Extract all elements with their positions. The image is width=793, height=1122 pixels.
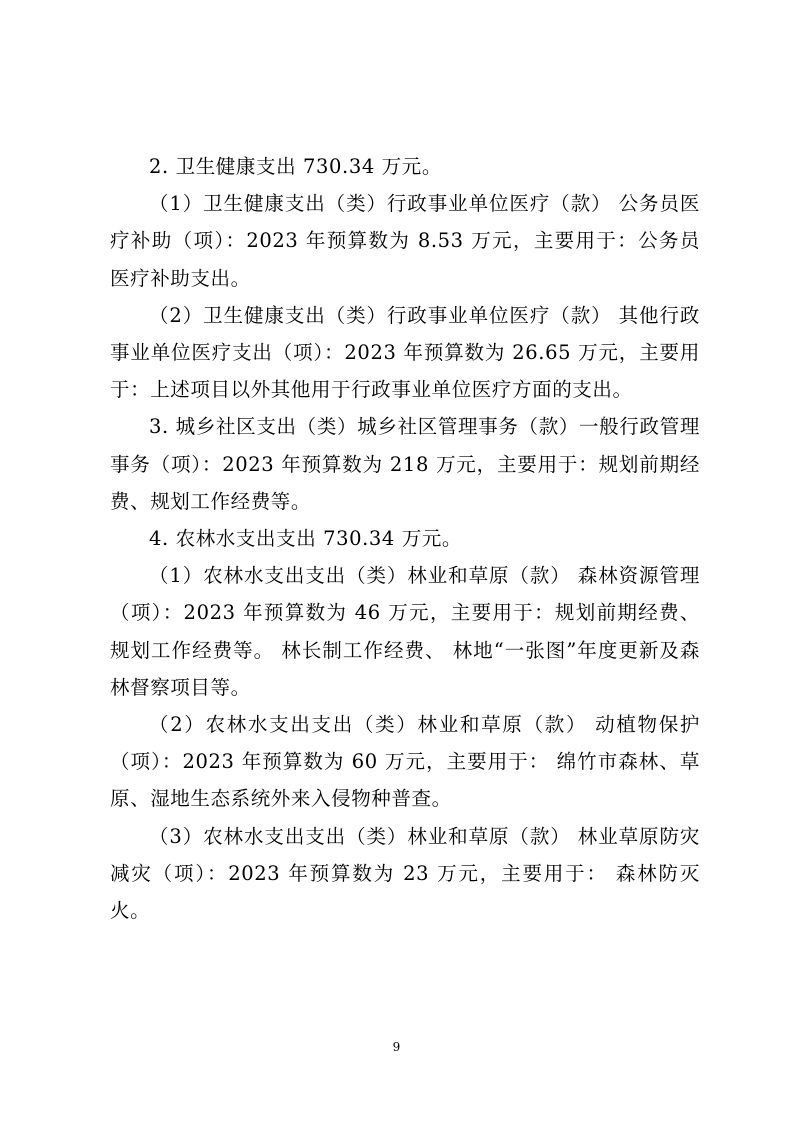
document-body <box>110 148 700 929</box>
page-number: 9 <box>392 1040 401 1054</box>
paragraph-agri-total: 4. 农林水支出支出 730.34 万元。 <box>149 527 463 551</box>
paragraph-forest-resources: （1）农林水支出支出（类）林业和草原（款） 森林资源管理（项）：2023 年预算数为 46 万元，主要用于：规划前期经费、规划工作经费等。 林长制工作经费、 林地“一张图”年度更新及森林督察项目等。 <box>110 564 700 699</box>
paragraph-health-total: 2. 卫生健康支出 730.34 万元。 <box>149 155 442 178</box>
paragraph-wildlife-protection: （2）农林水支出支出（类）林业和草原（款） 动植物保护（项）：2023 年预算数为 60 万元，主要用于： 绵竹市森林、草原、湿地生态系统外来入侵物种普查。 <box>110 713 700 811</box>
paragraph-health-civil-servant: （1）卫生健康支出（类）行政事业单位医疗（款） 公务员医疗补助（项）：2023 年预算数为 8.53 万元，主要用于：公务员医疗补助支出。 <box>110 192 700 290</box>
paragraph-disaster-prevention: （3）农林水支出支出（类）林业和草原（款） 林业草原防灾减灾（项）：2023 年预算数为 23 万元，主要用于： 森林防灭火。 <box>110 824 700 923</box>
paragraph-health-other: （2）卫生健康支出（类）行政事业单位医疗（款） 其他行政事业单位医疗支出（项）：2023 年预算数为 26.65 万元，主要用于：上述项目以外其他用于行政事业单位医疗方面的支出。 <box>110 303 700 402</box>
paragraph-urban-rural: 3. 城乡社区支出（类）城乡社区管理事务（款）一般行政管理事务（项）：2023 年预算数为 218 万元，主要用于：规划前期经费、规划工作经费等。 <box>110 415 700 513</box>
